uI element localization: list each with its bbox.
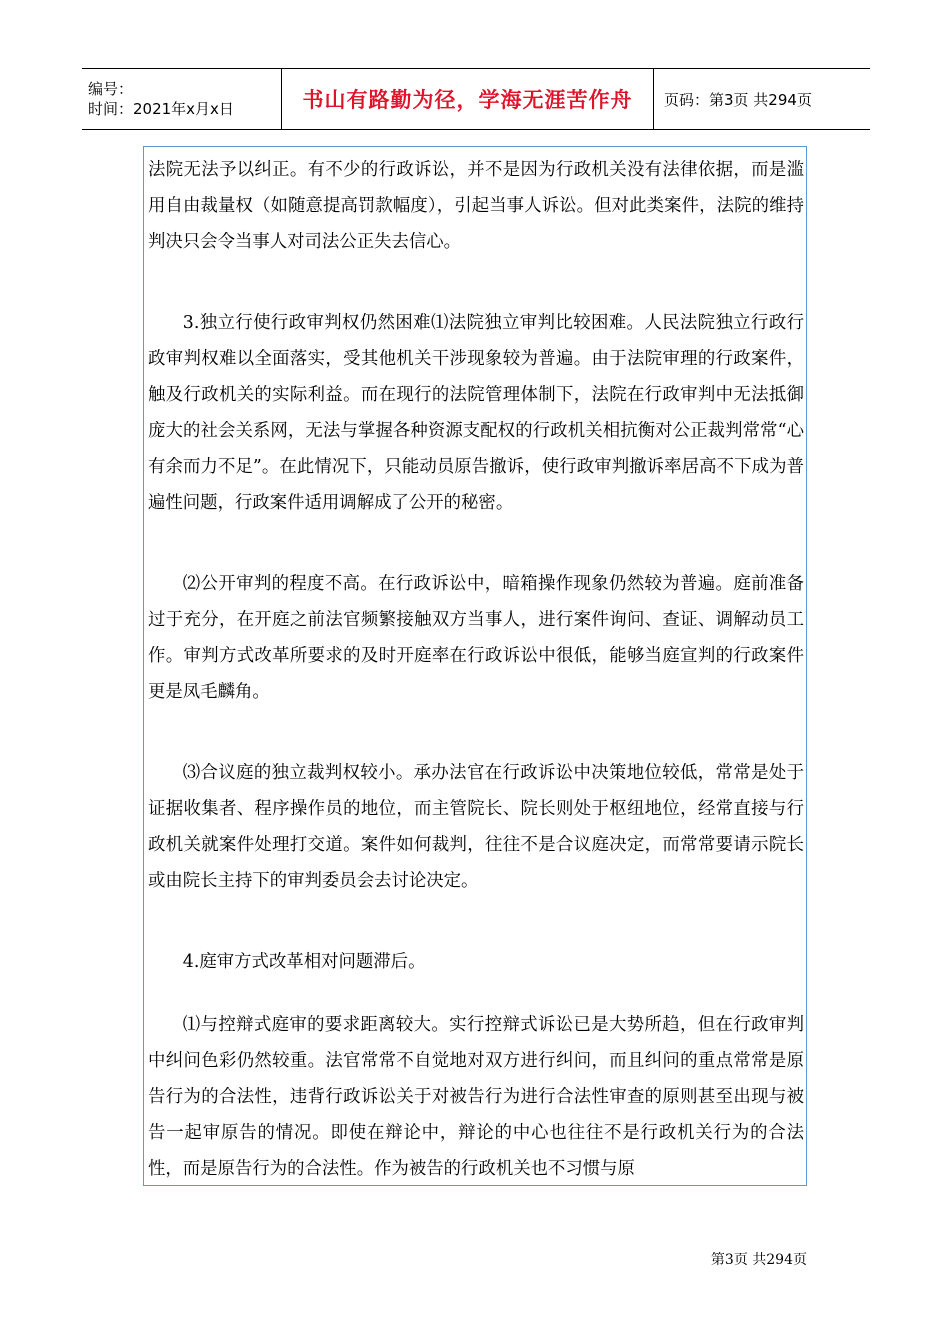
paragraph-2: 3.独立行使行政审判权仍然困难⑴法院独立审判比较困难。人民法院独立行政行政审判权难以全面落实，受其他机关干涉现象较为普遍。由于法院审理的行政案件，触及行政机关的实际利益。而在现行的法院管理体制下，法院在行政审判中无法抵御庞大的社会关系网，无法与掌握各种资源支配权的行政机关相抗衡对公正裁判常常“心有余而力不足”。在此情况下，只能动员原告撤诉，使行政审判撤诉率居高不下成为普遍性问题，行政案件适用调解成了公开的秘密。 bbox=[148, 313, 804, 513]
header-meta bbox=[82, 69, 282, 129]
paragraph-6: ⑴与控辩式庭审的要求距离较大。实行控辩式诉讼已是大势所趋，但在行政审判中纠问色彩仍然较重。法官常常不自觉地对双方进行纠问，而且纠问的重点常常是原告行为的合法性，违背行政诉讼关于对被告行为进行合法性审查的原则甚至出现与被告一起审原告的情况。即使在辩论中，辩论的中心也往往不是行政机关行为的合法性，而是原告行为的合法性。作为被告的行政机关也不习惯与原 bbox=[148, 1015, 804, 1179]
paragraph-3: ⑵公开审判的程度不高。在行政诉讼中，暗箱操作现象仍然较为普遍。庭前准备过于充分，在开庭之前法官频繁接触双方当事人，进行案件询问、查证、调解动员工作。审判方式改革所要求的及时开庭率在行政诉讼中很低，能够当庭宣判的行政案件更是凤毛麟角。 bbox=[148, 574, 804, 702]
paragraph-spacer bbox=[148, 521, 804, 566]
paragraph-4: ⑶合议庭的独立裁判权较小。承办法官在行政诉讼中决策地位较低，常常是处于证据收集者、程序操作员的地位，而主管院长、院长则处于枢纽地位，经常直接与行政机关就案件处理打交道。案件如何裁判，往往不是合议庭决定，而常常要请示院长或由院长主持下的审判委员会去讨论决定。 bbox=[148, 763, 804, 891]
footer-page-info: 第3页 共294页 bbox=[710, 1252, 807, 1268]
paragraph-spacer bbox=[148, 260, 804, 305]
page-footer bbox=[711, 1249, 807, 1269]
header-motto bbox=[282, 69, 654, 129]
paragraph-1: 法院无法予以纠正。有不少的行政诉讼，并不是因为行政机关没有法律依据，而是滥用自由裁量权（如随意提高罚款幅度），引起当事人诉讼。但对此类案件，法院的维持判决只会令当事人对司法公正失去信心。 bbox=[148, 160, 804, 252]
paragraph-5-heading: 4.庭审方式改革相对问题滞后。 bbox=[182, 952, 426, 972]
page-header bbox=[82, 68, 870, 130]
motto-text: 书山有路勤为径，学海无涯苦作舟 bbox=[302, 88, 633, 112]
time-label: 时间：2021年x月x日 bbox=[88, 100, 234, 118]
content-frame bbox=[143, 146, 807, 1186]
paragraph-spacer bbox=[148, 710, 804, 755]
number-label: 编号： bbox=[88, 80, 134, 98]
paragraph-spacer bbox=[148, 980, 804, 1007]
header-page-info bbox=[654, 69, 870, 129]
paragraph-spacer bbox=[148, 899, 804, 944]
header-page-text: 页码：第3页 共294页 bbox=[664, 90, 812, 109]
